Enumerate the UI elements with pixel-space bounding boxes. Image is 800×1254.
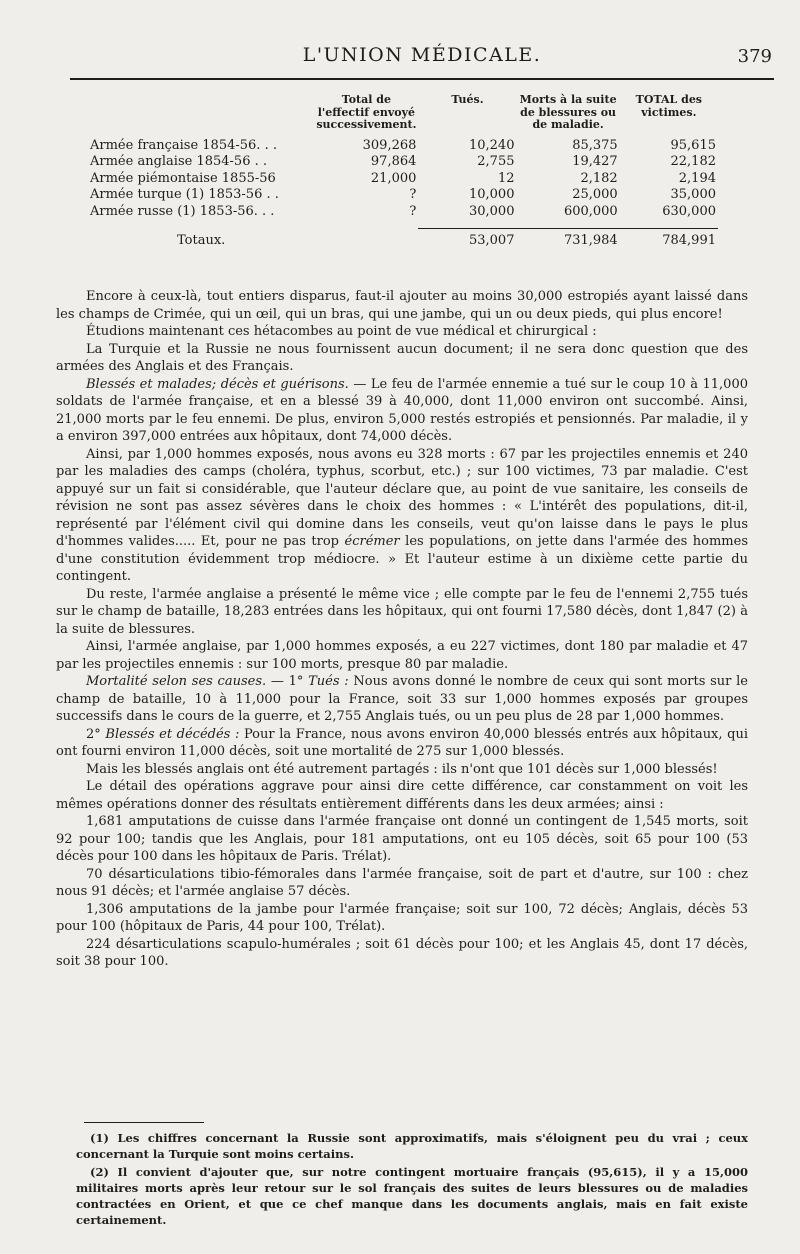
casualty-table xyxy=(88,94,718,250)
paragraph-text: Nous avons donné le nombre de ceux qui sont morts sur le champ de bataille, 10 à 11,000 pour la France, soit 33 sur 1,000 hommes exposés par groupes successifs dans le cours de la guerre, et 2,755 Anglais tués, ou un peu plus de 28 par 1,000 hommes. xyxy=(56,674,748,724)
cell-total: 630,000 xyxy=(662,203,716,219)
paragraph-text: Ainsi, par 1,000 hommes exposés, nous avons eu 328 morts : 67 par les projectiles ennemis et 240 par les maladies des camps (choléra, typhus, scorbut, etc.) ; sur 100 victimes, 73 par maladie. C'est appuyé sur un fait si considérable, que l'auteur déclare que, au point de vue sanitaire, les conseils de révision ne sont pas assez sévères dans le choix des hommes : « L'intérêt des populations, dit-il, représenté par l'élément civil qui domine dans les conseils, veut qu'on laisse dans le pays le plus d'hommes valides..... Et, pour ne pas trop xyxy=(56,446,748,549)
cell-tues: 10,240 xyxy=(468,137,515,153)
page-number: 379 xyxy=(737,46,772,67)
sum-rule xyxy=(516,220,619,229)
cell-morts: 25,000 xyxy=(572,187,618,203)
cell-effectif: 97,864 xyxy=(370,154,417,170)
row-label: Armée française 1854-56. . . xyxy=(90,137,277,153)
sum-rule xyxy=(620,220,718,229)
footnote: (2) Il convient d'ajouter que, sur notre contingent mortuaire français (95,615), il y a 15,000 militaires morts après leur retour sur le sol français des suites de leurs blessures ou de maladies contractées en Orient, et que ce chef manque dans les documents anglais, mais en fait existe certainement. xyxy=(76,1165,748,1227)
table-separator xyxy=(88,220,718,229)
paragraph-text: — Le feu de l'armée ennemie a tué sur le coup 10 à 11,000 soldats de l'armée française, et en a blessé 39 à 40,000, dont 11,000 environ ont succombé. Ainsi, 21,000 morts par le feu ennemi. De plus, environ 5,000 restés estropiés et pensionnés. Par maladie, il y a environ 397,000 entrées aux hôpitaux, dont 74,000 décès. xyxy=(56,376,748,444)
cell-total: 95,615 xyxy=(670,137,716,153)
cell-tues: 30,000 xyxy=(468,203,515,219)
row-label: Armée turque (1) 1853-56 . . xyxy=(90,187,279,203)
paragraph: Étudions maintenant ces hétacombes au point de vue médical et chirurgical : xyxy=(86,324,597,339)
paragraph: 1,306 amputations de la jambe pour l'armée française; soit sur 100, 72 décès; Anglais, décès 53 pour 100 (hôpitaux de Paris, 44 pour 100, Trélat). xyxy=(56,901,748,934)
cell-effectif: ? xyxy=(409,203,417,219)
cell-tues: 2,755 xyxy=(477,154,515,170)
paragraph: Encore à ceux-là, tout entiers disparus, faut-il ajouter au moins 30,000 estropiés ayant laissé dans les champs de Crimée, qui un œil, qui un bras, qui une jambe, qui un ou deux pieds, qui plus encore! xyxy=(56,289,748,322)
subheading: Blessés et décédés : xyxy=(105,726,240,742)
table-row xyxy=(88,171,718,188)
header-total: TOTAL des victimes. xyxy=(635,93,703,119)
footnote: (1) Les chiffres concernant la Russie sont approximatifs, mais s'éloignent peu du vrai ; ceux concernant la Turquie sont moins certains. xyxy=(76,1131,748,1161)
table-row xyxy=(88,138,718,155)
paragraph xyxy=(56,446,748,586)
table-header-row xyxy=(88,94,718,138)
total-victimes: 784,991 xyxy=(662,233,716,249)
header-tues: Tués. xyxy=(451,93,484,106)
paragraph: 1,681 amputations de cuisse dans l'armée française ont donné un contingent de 1,545 morts, soit 92 pour 100; tandis que les Anglais, pour 181 amputations, ont eu 105 décès, soit 65 pour 100 (53 décès pour 100 dans les hôpitaux de Paris. Trélat). xyxy=(56,814,748,864)
cell-total: 35,000 xyxy=(670,187,716,203)
footnotes xyxy=(76,1130,748,1230)
table-row xyxy=(88,187,718,204)
paragraph-text: — 1° xyxy=(266,674,309,689)
header-rule xyxy=(70,78,774,80)
emphasis: écrémer xyxy=(344,534,400,549)
paragraph: Ainsi, l'armée anglaise, par 1,000 hommes exposés, a eu 227 victimes, dont 180 par maladie et 47 par les projectiles ennemis : sur 100 morts, presque 80 par maladie. xyxy=(56,639,748,672)
row-label: Armée russe (1) 1853-56. . . xyxy=(90,203,275,219)
paragraph: Du reste, l'armée anglaise a présenté le même vice ; elle compte par le feu de l'ennemi 2,755 tués sur le champ de bataille, 18,283 entrées dans les hôpitaux, qui ont fourni 17,580 décès, dont 1,847 (2) à la suite de blessures. xyxy=(56,586,748,637)
cell-effectif: 309,268 xyxy=(362,137,417,153)
paragraph-text: Pour la France, nous avons environ 40,000 blessés entrés aux hôpitaux, qui ont fourni environ 11,000 décès, soit une mortalité de 275 sur 1,000 blessés. xyxy=(56,726,748,759)
sum-rule xyxy=(418,220,516,229)
body-text xyxy=(56,288,748,971)
paragraph: Mais les blessés anglais ont été autrement partagés : ils n'ont que 101 décès sur 1,000 blessés! xyxy=(86,761,718,777)
cell-morts: 19,427 xyxy=(572,154,618,170)
cell-tues: 12 xyxy=(497,170,515,186)
total-tues: 53,007 xyxy=(468,233,515,249)
paragraph: 70 désarticulations tibio-fémorales dans l'armée française, soit de part et d'autre, sur 100 : chez nous 91 décès; et l'armée anglaise 57 décès. xyxy=(56,866,748,899)
paragraph xyxy=(56,673,748,726)
table-row xyxy=(88,154,718,171)
paragraph: 224 désarticulations scapulo-humérales ; soit 61 décès pour 100; et les Anglais 45, dont 17 décès, soit 38 pour 100. xyxy=(56,936,748,969)
cell-total: 2,194 xyxy=(678,170,716,186)
cell-morts: 85,375 xyxy=(572,137,618,153)
cell-morts: 600,000 xyxy=(563,203,618,219)
cell-total: 22,182 xyxy=(670,154,716,170)
section-heading: Mortalité selon ses causes. xyxy=(86,674,267,689)
total-morts: 731,984 xyxy=(563,233,618,249)
cell-morts: 2,182 xyxy=(580,170,618,186)
header-morts: Morts à la suite de blessures ou de maladie. xyxy=(519,93,617,132)
cell-effectif: ? xyxy=(409,187,417,203)
table-row xyxy=(88,204,718,221)
paragraph: Le détail des opérations aggrave pour ainsi dire cette différence, car constamment on voit les mêmes opérations donner des résultats entièrement différents dans les deux armées; ainsi : xyxy=(56,779,748,812)
row-label: Armée anglaise 1854-56 . . xyxy=(90,154,268,170)
paragraph-text: 2° xyxy=(86,726,106,742)
section-heading: Blessés et malades; décès et guérisons. xyxy=(86,376,349,392)
subheading: Tués : xyxy=(308,674,349,689)
cell-tues: 10,000 xyxy=(468,187,515,203)
totals-row xyxy=(88,229,718,250)
paragraph: La Turquie et la Russie ne nous fournissent aucun document; il ne sera donc question que des armées des Anglais et des Français. xyxy=(56,341,748,374)
footnote-rule xyxy=(84,1122,204,1123)
header-effectif: Total de l'effectif envoyé successivement. xyxy=(316,93,417,132)
paragraph-text: les populations, on jette dans l'armée des hommes d'une constitution évidemment trop médiocre. » Et l'auteur estime à un dixième cette partie du contingent. xyxy=(56,534,749,584)
journal-title: L'UNION MÉDICALE. xyxy=(302,44,542,66)
cell-effectif: 21,000 xyxy=(370,170,417,186)
paragraph xyxy=(56,376,748,446)
header-label-col xyxy=(88,94,314,138)
paragraph xyxy=(56,726,748,761)
totals-label: Totaux. xyxy=(177,233,226,249)
row-label: Armée piémontaise 1855-56 xyxy=(90,170,276,186)
running-header xyxy=(72,44,772,78)
